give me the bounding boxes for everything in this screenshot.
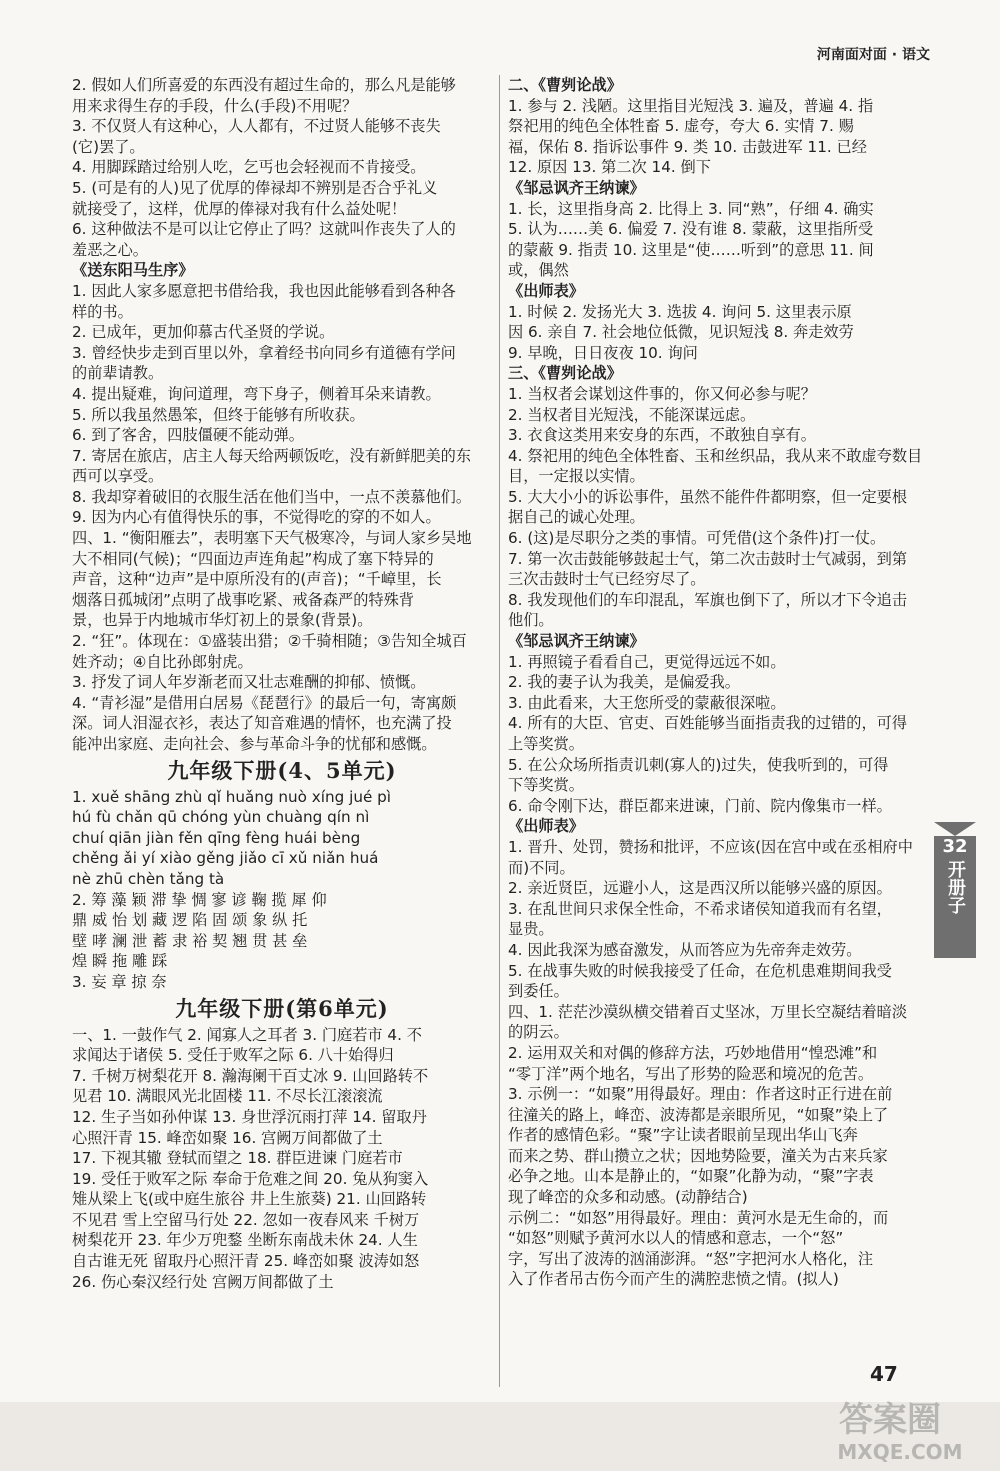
subsection-title: 二、《曹刿论战》 [508, 76, 622, 94]
answer-line: 1. 时候 2. 发扬光大 3. 选拔 4. 询问 5. 这里表示原 [508, 302, 852, 321]
answer-line: 7. 寄居在旅店，店主人每天给两顿饭吃，没有新鲜肥美的东 [72, 446, 472, 465]
answer-line: 1. 因此人家多愿意把书借给我，我也因此能够看到各种各 [72, 281, 456, 300]
answer-line: 4. “青衫湿”是借用白居易《琵琶行》的最后一句，寄寓颇 [72, 693, 457, 712]
answer-line: 四、1. “衡阳雁去”，表明塞下天气极寒冷，与词人家乡吴地 [72, 529, 472, 548]
answer-line: 烟落日孤城闭”点明了战事吃紧、戒备森严的特殊背 [72, 590, 414, 609]
answer-line: 声音，这种“边声”是中原所没有的(声音)；“千嶂里，长 [72, 570, 442, 589]
answer-line: 5. 所以我虽然愚笨，但终于能够有所收获。 [72, 405, 365, 424]
answer-line: 必争之地。山本是静止的，“如聚”化静为动，“聚”字表 [508, 1167, 874, 1186]
answer-line: chuí qiān jiàn fěn qīng fèng huái bèng [72, 828, 361, 847]
answer-line: 4. 祭祀用的纯色全体牲畜、玉和丝织品，我从来不敢虚夸数目 [508, 446, 923, 465]
answer-line: 福，保佑 8. 指诉讼事件 9. 类 10. 击鼓进军 11. 已经 [508, 137, 867, 156]
answer-line: 作者的感情色彩。“聚”字让读者眼前呈现出华山飞奔 [508, 1126, 858, 1145]
answer-line: 5. 在战事失败的时候我接受了任命，在危机患难期间我受 [508, 961, 892, 980]
answer-line: 据自己的诚心处理。 [508, 508, 645, 527]
watermark-url: MXQE.COM [837, 1440, 963, 1464]
answer-line: 到委任。 [508, 982, 569, 1001]
answer-line: 2. 运用双关和对偶的修辞方法，巧妙地借用“惶恐滩”和 [508, 1043, 878, 1062]
answer-line: 12. 生子当如孙仲谋 13. 身世浮沉雨打萍 14. 留取丹 [72, 1107, 427, 1126]
answer-line: 能冲出家庭、走向社会、参与革命斗争的忧郁和感慨。 [72, 735, 437, 753]
answer-line: 大不相同(气候)；“四面边声连角起”构成了塞下特异的 [72, 549, 434, 568]
answer-line: 因 6. 亲自 7. 社会地位低微，见识短浅 8. 奔走效劳 [508, 323, 854, 342]
answer-line: 7. 千树万树梨花开 8. 瀚海阑干百丈冰 9. 山回路转不 [72, 1066, 429, 1085]
right-column [508, 75, 932, 1290]
answer-line: 1. 参与 2. 浅陋。这里指目光短浅 3. 遍及，普遍 4. 指 [508, 96, 874, 115]
answer-line: (它)罢了。 [72, 137, 145, 156]
answer-line: 2. 假如人们所喜爱的东西没有超过生命的，那么凡是能够 [72, 76, 456, 94]
answer-line: 姓齐动；④自比孙郎射虎。 [72, 652, 253, 671]
answer-line: 4. 提出疑难，询问道理，弯下身子，侧着耳朵来请教。 [72, 384, 441, 403]
answer-line: 8. 我却穿着破旧的衣服生活在他们当中，一点不羡慕他们。 [72, 487, 472, 506]
answer-line: 7. 第一次击鼓能够鼓起士气，第二次击鼓时士气减弱，到第 [508, 549, 908, 568]
answer-line: 的前辈请教。 [72, 364, 164, 383]
answer-line: 羞恶之心。 [72, 240, 148, 259]
answer-line: 而来之势、群山攒立之状；因地势险要，潼关为古来兵家 [508, 1146, 888, 1165]
answer-line: 3. 妄 章 掠 奈 [72, 972, 167, 991]
subsection-title: 《送东阳马生序》 [72, 261, 194, 280]
answer-line: 下等奖赏。 [508, 776, 584, 795]
answer-line: 9. 因为内心有值得快乐的事，不觉得吃的穿的不如人。 [72, 508, 441, 527]
answer-line: 目，一定报以实情。 [508, 467, 645, 486]
answer-line: 2. 筹 藻 颖 滞 挚 惆 寥 谚 鞠 揽 犀 仰 [72, 890, 327, 909]
answer-line: 心照汗青 15. 峰峦如聚 16. 宫阙万间都做了土 [72, 1128, 383, 1147]
answer-line: 12. 原因 13. 第二次 14. 倒下 [508, 158, 711, 177]
answer-line: 3. 曾经快步走到百里以外，拿着经书向同乡有道德有学问 [72, 343, 456, 362]
answer-line: 求闻达于诸侯 5. 受任于败军之际 6. 八十始得归 [72, 1046, 394, 1065]
page-number: 47 [870, 1362, 898, 1386]
page-header: 河南面对面 · 语文 [816, 47, 930, 63]
answer-line: “如怒”则赋予黄河水以人的情感和意志，一个“怒” [508, 1229, 844, 1248]
answer-line: 4. 用脚踩踏过给别人吃，乞丐也会轻视而不肯接受。 [72, 158, 426, 177]
answer-line: 西可以享受。 [72, 467, 164, 486]
answer-line: 鼎 威 怡 划 藏 逻 陷 固 颂 象 纵 托 [72, 911, 308, 930]
answer-line: 深。词人泪湿衣衫，表达了知音难遇的情怀，也充满了投 [72, 714, 452, 733]
answer-line: 煌 瞬 拖 雕 踩 [72, 952, 168, 971]
answer-line: 9. 早晚，日日夜夜 10. 询问 [508, 343, 698, 362]
subsection-title: 《邹忌讽齐王纳谏》 [508, 178, 645, 197]
answer-line: 1. 晋升、处罚，赞扬和批评，不应该(因在宫中或在丞相府中 [508, 837, 913, 856]
answer-line: 他们。 [508, 611, 554, 630]
answer-line: 8. 我发现他们的车印混乱，军旗也倒下了，所以才下令追击 [508, 590, 908, 609]
answer-line: 显贵。 [508, 920, 554, 939]
section-heading: 九年级下册(第6单元) [175, 995, 389, 1021]
answer-line: 示例二：“如怒”用得最好。理由：黄河水是无生命的，而 [508, 1208, 889, 1227]
answer-line: 就接受了，这样，优厚的俸禄对我有什么益处呢！ [72, 199, 407, 218]
answer-line: 三次击鼓时士气已经穷尽了。 [508, 570, 706, 589]
answer-line: 的阴云。 [508, 1023, 569, 1042]
answer-line: 6. (这)是尽职分之类的事情。可凭借(这个条件)打一仗。 [508, 529, 886, 548]
answer-line: 6. 到了客舍，四肢僵硬不能动弹。 [72, 426, 304, 445]
answer-line: 26. 伤心秦汉经行处 宫阙万间都做了土 [72, 1272, 334, 1291]
side-tab-label: 开册子 [945, 860, 966, 914]
answer-line: 往潼关的路上，峰峦、波涛都是亲眼所见，“如聚”染上了 [508, 1105, 889, 1124]
answer-line: 3. 示例一：“如聚”用得最好。理由：作者这时正行进在前 [508, 1085, 893, 1104]
answer-line: nè zhū chèn tǎng tà [72, 869, 225, 888]
answer-line: 4. 所有的大臣、官吏、百姓能够当面指责我的过错的，可得 [508, 714, 908, 733]
answer-line: 1. 再照镜子看看自己，更觉得远远不如。 [508, 652, 786, 671]
answer-line: 3. 衣食这类用来安身的东西，不敢独自享有。 [508, 426, 816, 445]
answer-line: 1. xuě shāng zhù qǐ huǎng nuò xíng jué pì [72, 787, 391, 806]
answer-line: 或，偶然 [508, 261, 569, 280]
section-heading: 九年级下册(4、5单元) [167, 757, 397, 783]
subsection-title: 《邹忌讽齐王纳谏》 [508, 632, 645, 651]
answer-line: 字，写出了波涛的汹涌澎湃。“怒”字把河水人格化，注 [508, 1249, 874, 1268]
left-column [72, 75, 492, 1292]
answer-line: 四、1. 茫茫沙漠纵横交错着百丈坚冰，万里长空凝结着暗淡 [508, 1002, 908, 1021]
answer-line: “零丁洋”两个地名，写出了形势的险恶和境况的危苦。 [508, 1064, 874, 1083]
answer-line: 17. 下视其辙 登轼而望之 18. 群臣进谏 门庭若市 [72, 1149, 403, 1168]
answer-line: 样的书。 [72, 302, 133, 321]
answer-line: 2. 当权者目光短浅，不能深谋远虑。 [508, 405, 756, 424]
answer-line: 用来求得生存的手段，什么(手段)不用呢？ [72, 96, 358, 115]
answer-line: 2. 我的妻子认为我美，是偏爱我。 [508, 673, 740, 692]
answer-line: 入了作者吊古伤今而产生的满腔悲愤之情。(拟人) [508, 1270, 839, 1289]
answer-line: hú fù chǎn qū chóng yùn chuàng qín nì [72, 808, 370, 827]
answer-line: 壁 哮 澜 泄 蓄 隶 裕 契 翘 贯 甚 垒 [72, 931, 308, 950]
answer-line: 5. (可是有的人)见了优厚的俸禄却不辨别是否合乎礼义 [72, 178, 438, 197]
answer-line: 3. 由此看来，大王您所受的蒙蔽很深啦。 [508, 693, 786, 712]
answer-line: 祭祀用的纯色全体牲畜 5. 虚夸，夸大 6. 实情 7. 赐 [508, 117, 854, 136]
answer-line: 5. 认为……美 6. 偏爱 7. 没有谁 8. 蒙蔽，这里指所受 [508, 220, 874, 239]
answer-line: 3. 抒发了词人年岁渐老而又壮志难酬的抑郁、愤慨。 [72, 673, 426, 692]
answer-line: 2. 亲近贤臣，远避小人，这是西汉所以能够兴盛的原因。 [508, 879, 892, 898]
answer-line: 6. 这种做法不是可以让它停止了吗？这就叫作丧失了人的 [72, 220, 456, 239]
subsection-title: 《出师表》 [508, 281, 584, 300]
watermark-logo: 答案圈 [839, 1400, 941, 1440]
subsection-title: 《出师表》 [508, 817, 584, 836]
side-tab-arrow [934, 822, 976, 836]
answer-line: 不见君 雪上空留马行处 22. 忽如一夜春风来 千树万 [72, 1210, 420, 1229]
answer-line: 景，也异于内地城市华灯初上的景象(背景)。 [72, 611, 373, 630]
answer-line: 而)不同。 [508, 858, 575, 877]
side-tab-number: 32 [942, 836, 968, 857]
answer-line: 3. 不仅贤人有这种心，人人都有，不过贤人能够不丧失 [72, 117, 441, 136]
answer-line: chěng ǎi yí xiào gěng jiǎo cī xǔ niǎn huá [72, 849, 379, 868]
answer-line: 1. 当权者会谋划这件事的，你又何必参与呢？ [508, 384, 816, 403]
answer-line: 2. 已成年，更加仰慕古代圣贤的学说。 [72, 323, 335, 342]
side-tab [934, 836, 976, 958]
answer-line: 上等奖赏。 [508, 735, 584, 753]
answer-line: 3. 在乱世间只求保全性命，不希求诸侯知道我而有名望， [508, 899, 892, 918]
column-divider [499, 75, 500, 1387]
answer-line: 树梨花开 23. 年少万兜鍪 坐断东南战未休 24. 人生 [72, 1231, 418, 1250]
answer-line: 自古谁无死 留取丹心照汗青 25. 峰峦如聚 波涛如怒 [72, 1252, 420, 1271]
answer-line: 5. 在公众场所指责讥刺(寡人的)过失，使我听到的，可得 [508, 755, 889, 774]
answer-line: 雉从梁上飞(或中庭生旅谷 井上生旅葵) 21. 山回路转 [72, 1190, 427, 1209]
answer-line: 2. “狂”。体现在：①盛装出猎；②千骑相随；③告知全城百 [72, 632, 467, 651]
subsection-title: 三、《曹刿论战》 [508, 364, 622, 383]
answer-line: 19. 受任于败军之际 奉命于危难之间 20. 兔从狗窦入 [72, 1169, 429, 1188]
answer-line: 现了峰峦的众多和动感。(动静结合) [508, 1188, 748, 1207]
answer-line: 6. 命令刚下达，群臣都来进谏，门前、院内像集市一样。 [508, 796, 892, 815]
answer-line: 见君 10. 满眼风光北固楼 11. 不尽长江滚滚流 [72, 1087, 383, 1106]
answer-line: 5. 大大小小的诉讼事件，虽然不能件件都明察，但一定要根 [508, 487, 908, 506]
answer-line: 一、1. 一鼓作气 2. 闻寡人之耳者 3. 门庭若市 4. 不 [72, 1025, 422, 1044]
answer-line: 4. 因此我深为感奋激发，从而答应为先帝奔走效劳。 [508, 940, 862, 959]
answer-line: 1. 长，这里指身高 2. 比得上 3. 同“熟”，仔细 4. 确实 [508, 199, 874, 218]
answer-line: 的蒙蔽 9. 指责 10. 这里是“使……听到”的意思 11. 间 [508, 240, 874, 259]
